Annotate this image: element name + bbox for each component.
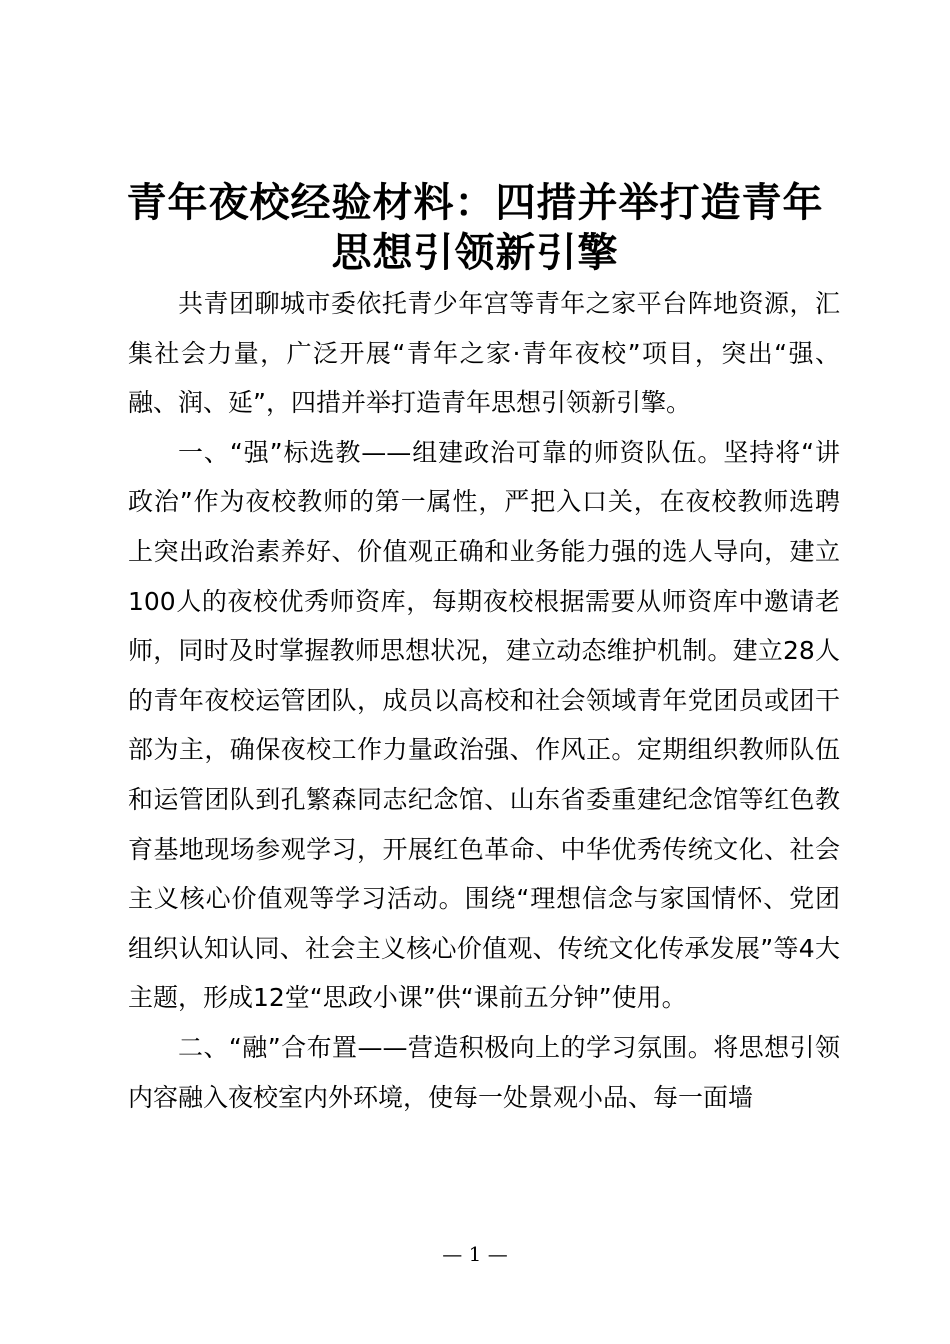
paragraph-intro: 共青团聊城市委依托青少年宫等青年之家平台阵地资源，汇集社会力量，广泛开展“青年之家·青年夜校”项目，突出“强、融、润、延”，四措并举打造青年思想引领新引擎。 [128, 289, 840, 418]
paragraph-section-1: 一、“强”标选教——组建政治可靠的师资队伍。坚持将“讲政治”作为夜校教师的第一属性，严把入口关，在夜校教师选聘上突出政治素养好、价值观正确和业务能力强的选人导向，建立100人的夜校优秀师资库，每期夜校根据需要从师资库中邀请老师，同时及时掌握教师思想状况，建立动态维护机制。建立28人的青年夜校运管团队，成员以高校和社会领域青年党团员或团干部为主，确保夜校工作力量政治强、作风正。定期组织教师队伍和运管团队到孔繁森同志纪念馆、山东省委重建纪念馆等红色教育基地现场参观学习，开展红色革命、中华优秀传统文化、社会主义核心价值观等学习活动。围绕“理想信念与家国情怀、党团组织认知认同、社会主义核心价值观、传统文化传承发展”等4大主题，形成12堂“思政小课”供“课前五分钟”使用。 [128, 437, 840, 1013]
document-title [100, 178, 850, 278]
title-line-1: 青年夜校经验材料：四措并举打造青年 [126, 179, 824, 226]
title-line-2: 思想引领新引擎 [331, 229, 619, 276]
document-body [128, 279, 840, 1122]
page-number: — 1 — [442, 1242, 508, 1266]
paragraph-section-2: 二、“融”合布置——营造积极向上的学习氛围。将思想引领内容融入夜校室内外环境，使每一处景观小品、每一面墙 [128, 1032, 840, 1112]
